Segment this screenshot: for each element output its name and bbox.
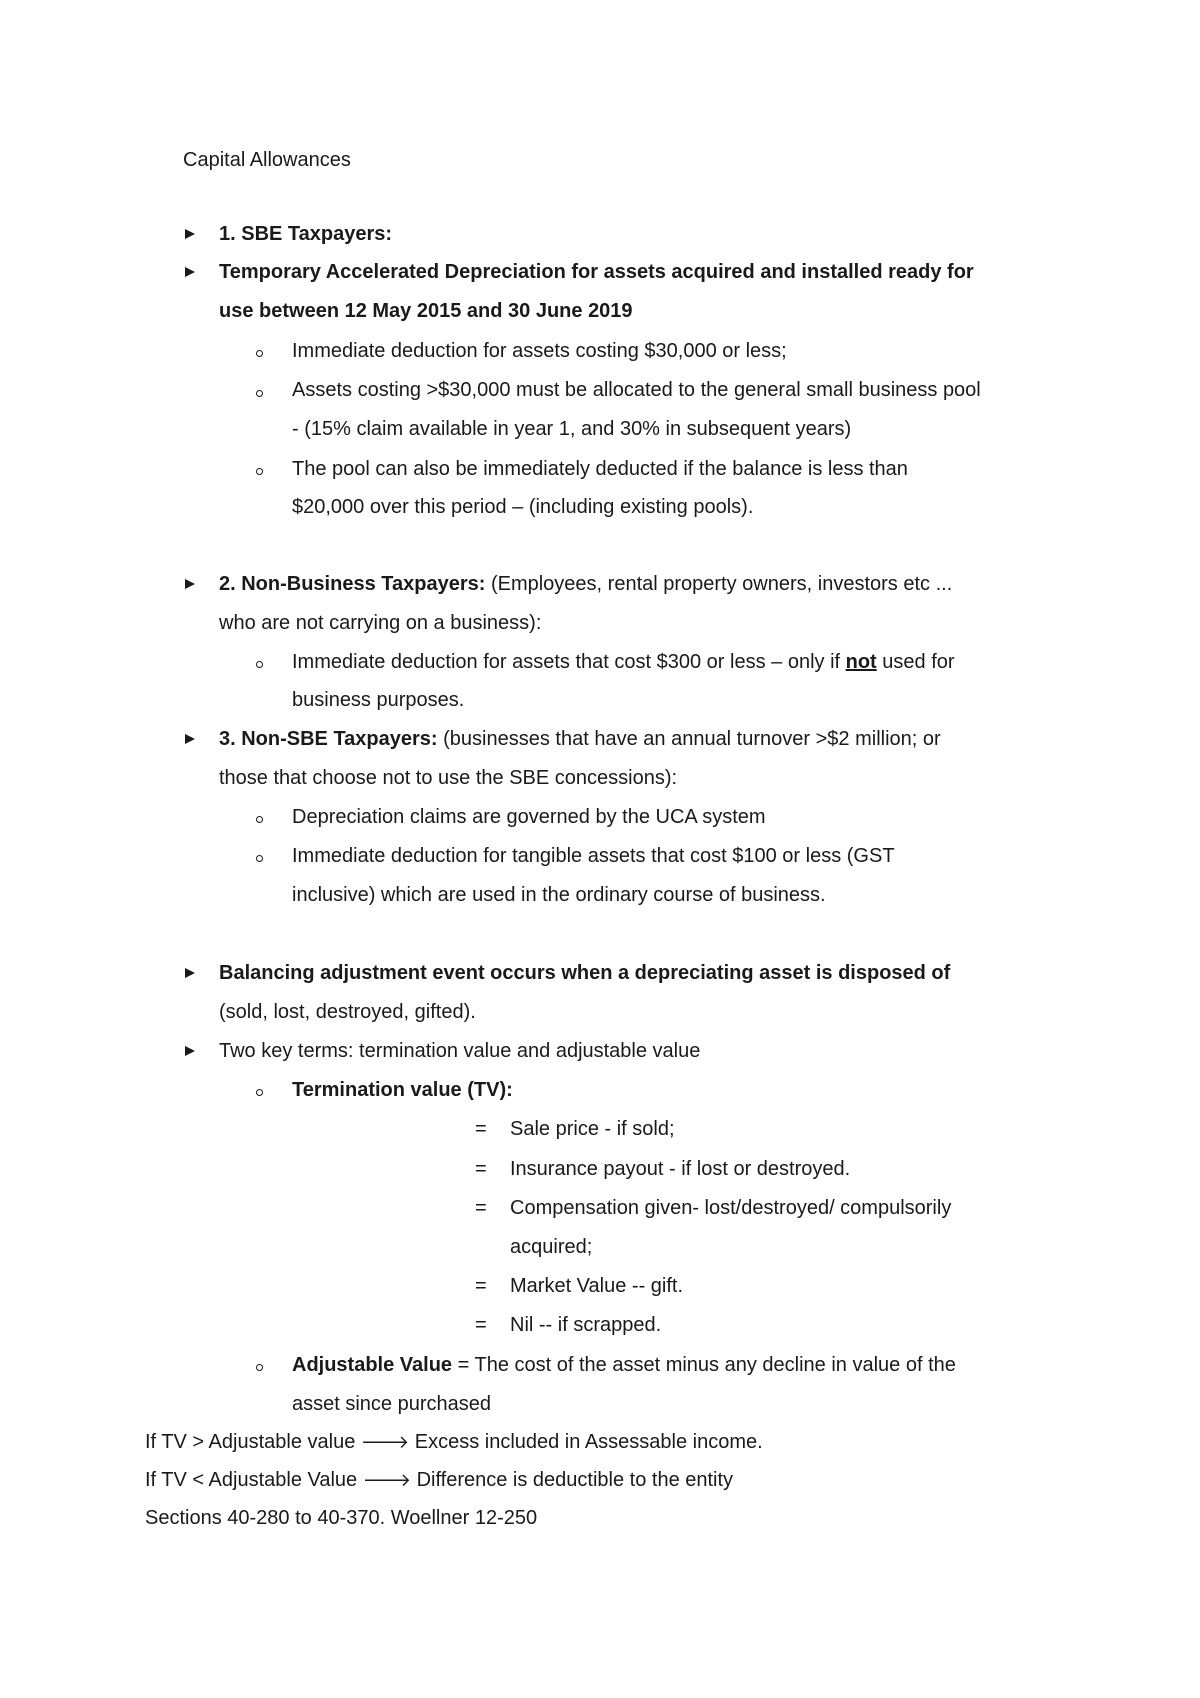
triangle-bullet-icon — [185, 734, 195, 744]
two-key-terms: Two key terms: termination value and adjustable value — [219, 1040, 701, 1062]
rule2-text: If TV < Adjustable Value — [145, 1469, 363, 1491]
circle-bullet-icon — [256, 1089, 263, 1096]
not-emphasis: not — [845, 651, 877, 673]
triangle-bullet-icon — [185, 968, 195, 978]
tv-item-3: Compensation given- lost/destroyed/ compulsorily — [510, 1197, 952, 1219]
sbe-bullet-3-cont: $20,000 over this period – (including existing pools). — [292, 496, 754, 518]
triangle-bullet-icon — [185, 1046, 195, 1056]
non-business-bullet-text: Immediate deduction for assets that cost $300 or less – only if — [292, 651, 846, 673]
av-desc: = The cost of the asset minus any decline in value of the — [452, 1354, 956, 1376]
equals-bullet-icon: = — [475, 1158, 487, 1180]
non-sbe-bullet-2-cont: inclusive) which are used in the ordinary course of business. — [292, 884, 826, 906]
non-business-desc: (Employees, rental property owners, investors etc ... — [485, 573, 953, 595]
tv-heading: Termination value (TV): — [292, 1079, 513, 1101]
non-business-heading: 2. Non-Business Taxpayers: — [219, 573, 486, 595]
av-desc-cont: asset since purchased — [292, 1393, 492, 1415]
balancing-heading: Balancing adjustment event occurs when a depreciating asset is disposed of — [219, 962, 951, 984]
circle-bullet-icon — [256, 816, 263, 823]
non-sbe-desc-cont: those that choose not to use the SBE concessions): — [219, 767, 678, 789]
right-arrow-icon: 🡒 — [362, 1470, 412, 1491]
non-business-line1 — [219, 572, 952, 596]
triangle-bullet-icon — [185, 579, 195, 589]
non-business-bullet — [292, 650, 955, 674]
sbe-bullet-3: The pool can also be immediately deducted if the balance is less than — [292, 458, 908, 480]
balancing-desc: (sold, lost, destroyed, gifted). — [219, 1001, 476, 1023]
equals-bullet-icon: = — [475, 1197, 487, 1219]
rule-tv-less — [145, 1468, 733, 1493]
equals-bullet-icon: = — [475, 1314, 487, 1336]
temp-accel-line2: use between 12 May 2015 and 30 June 2019 — [219, 300, 633, 322]
equals-bullet-icon: = — [475, 1275, 487, 1297]
rule1-text: If TV > Adjustable value — [145, 1431, 361, 1453]
tv-item-4: Market Value -- gift. — [510, 1275, 684, 1297]
circle-bullet-icon — [256, 855, 263, 862]
circle-bullet-icon — [256, 1364, 263, 1371]
sections-reference: Sections 40-280 to 40-370. Woellner 12-250 — [145, 1507, 538, 1529]
sbe-bullet-2: Assets costing >$30,000 must be allocated to the general small business pool — [292, 379, 981, 401]
av-line — [292, 1353, 956, 1377]
non-business-bullet-text-end: used for — [876, 651, 955, 673]
non-sbe-bullet-1: Depreciation claims are governed by the UCA system — [292, 806, 766, 828]
circle-bullet-icon — [256, 350, 263, 357]
page-title: Capital Allowances — [183, 149, 351, 171]
sbe-bullet-2-cont: - (15% claim available in year 1, and 30% in subsequent years) — [292, 418, 852, 440]
tv-item-5: Nil -- if scrapped. — [510, 1314, 662, 1336]
rule2-result: Difference is deductible to the entity — [411, 1469, 734, 1491]
tv-item-1: Sale price - if sold; — [510, 1118, 675, 1140]
sbe-heading: 1. SBE Taxpayers: — [219, 223, 393, 245]
temp-accel-line1: Temporary Accelerated Depreciation for assets acquired and installed ready for — [219, 261, 974, 283]
triangle-bullet-icon — [185, 267, 195, 277]
sbe-bullet-1: Immediate deduction for assets costing $30,000 or less; — [292, 340, 787, 362]
non-sbe-line1 — [219, 727, 941, 751]
tv-item-3-cont: acquired; — [510, 1236, 593, 1258]
right-arrow-icon: 🡒 — [360, 1432, 410, 1453]
circle-bullet-icon — [256, 390, 263, 397]
rule1-result: Excess included in Assessable income. — [409, 1431, 763, 1453]
circle-bullet-icon — [256, 661, 263, 668]
non-sbe-heading: 3. Non-SBE Taxpayers: — [219, 728, 438, 750]
equals-bullet-icon: = — [475, 1118, 487, 1140]
av-heading: Adjustable Value — [292, 1354, 453, 1376]
triangle-bullet-icon — [185, 229, 195, 239]
non-sbe-desc: (businesses that have an annual turnover >$2 million; or — [437, 728, 941, 750]
rule-tv-greater — [145, 1430, 763, 1455]
tv-item-2: Insurance payout - if lost or destroyed. — [510, 1158, 851, 1180]
non-sbe-bullet-2: Immediate deduction for tangible assets that cost $100 or less (GST — [292, 845, 895, 867]
non-business-desc-cont: who are not carrying on a business): — [219, 612, 542, 634]
circle-bullet-icon — [256, 468, 263, 475]
non-business-bullet-cont: business purposes. — [292, 689, 465, 711]
